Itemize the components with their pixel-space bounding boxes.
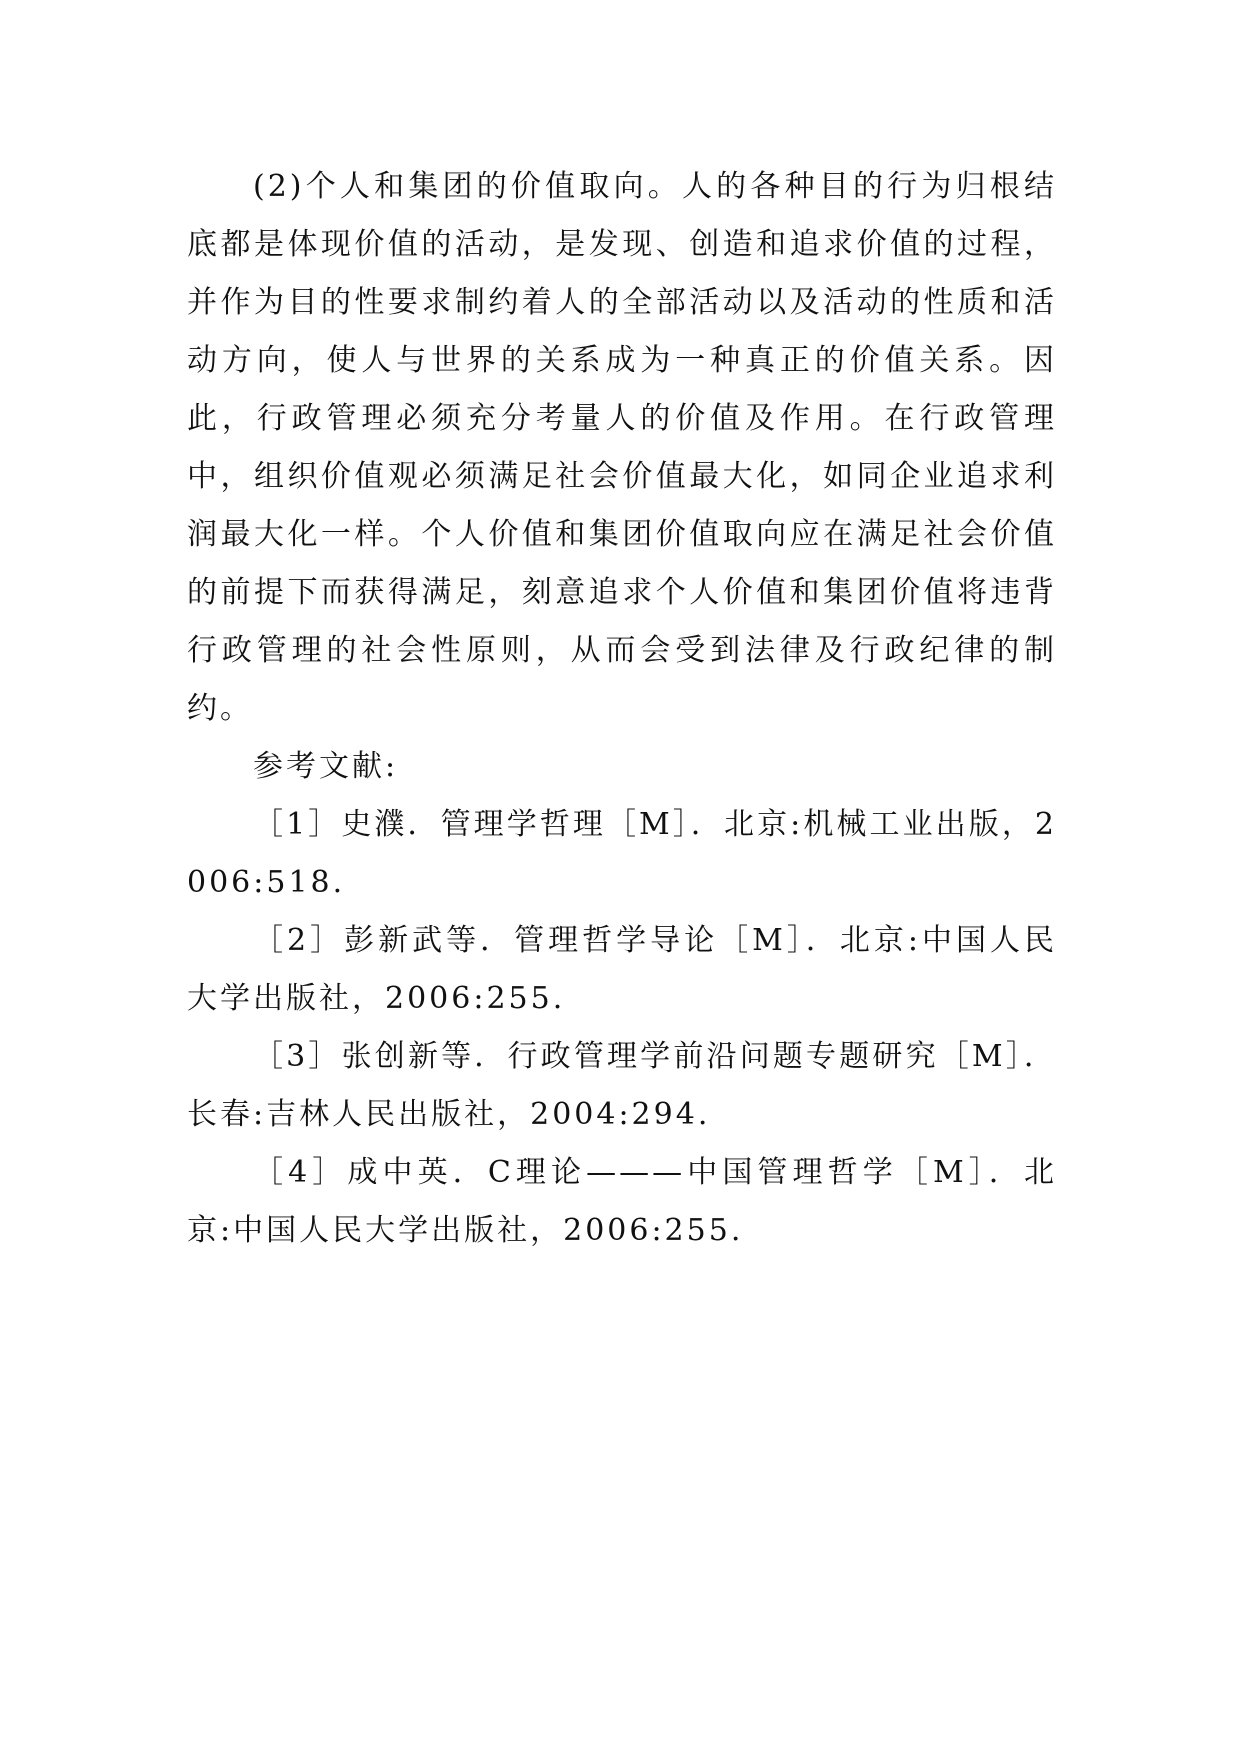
reference-item-3: ［3］张创新等．行政管理学前沿问题专题研究［M］．长春:吉林人民出版社，2004:294. xyxy=(187,1039,1057,1132)
reference-item-1: ［1］史濮．管理学哲理［M］．北京:机械工业出版，2006:518. xyxy=(187,807,1057,900)
references-heading: 参考文献: xyxy=(253,749,399,784)
reference-item-4: ［4］成中英．C理论———中国管理哲学［M］．北京:中国人民大学出版社，2006:255. xyxy=(187,1155,1057,1248)
document-body xyxy=(187,158,1057,1260)
body-paragraph: (2)个人和集团的价值取向。人的各种目的行为归根结底都是体现价值的活动，是发现、创造和追求价值的过程，并作为目的性要求制约着人的全部活动以及活动的性质和活动方向，使人与世界的关系成为一种真正的价值关系。因此，行政管理必须充分考量人的价值及作用。在行政管理中，组织价值观必须满足社会价值最大化，如同企业追求利润最大化一样。个人价值和集团价值取向应在满足社会价值的前提下而获得满足，刻意追求个人价值和集团价值将违背行政管理的社会性原则，从而会受到法律及行政纪律的制约。 xyxy=(187,169,1057,726)
reference-item-2: ［2］彭新武等．管理哲学导论［M］．北京:中国人民大学出版社，2006:255. xyxy=(187,923,1057,1016)
